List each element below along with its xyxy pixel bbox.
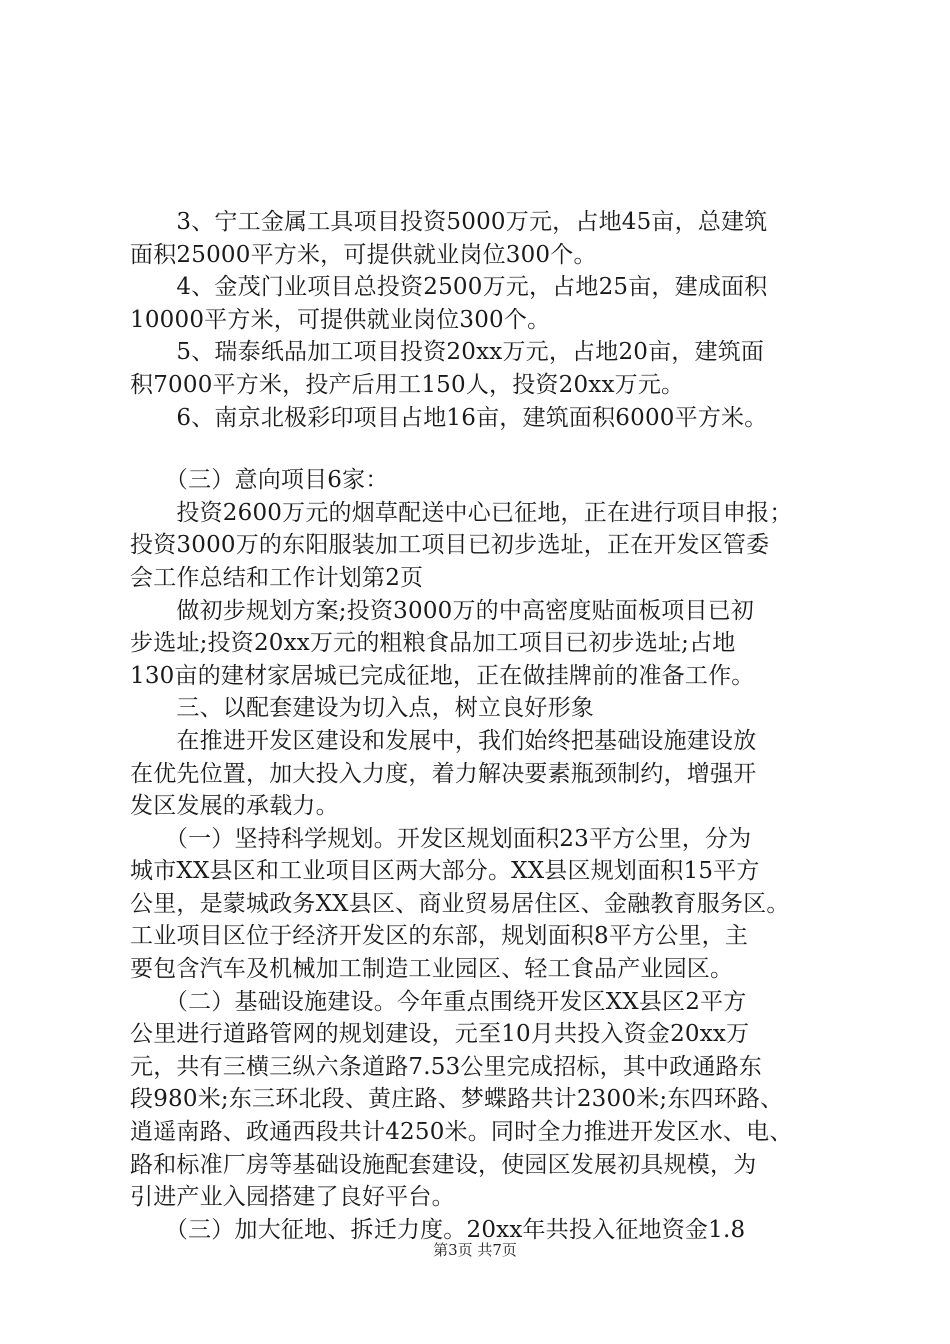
text-line: 逍遥南路、政通西段共计4250米。同时全力推进开发区水、电、 (130, 1119, 793, 1146)
text-line: 投资2600万元的烟草配送中心已征地，正在进行项目申报； (130, 499, 793, 526)
page-number-footer: 第3页 共7页 (433, 1241, 517, 1259)
text-line: 积7000平方米，投产后用工150人，投资20xx万元。 (130, 371, 685, 398)
text-line: 元，共有三横三纵六条道路7.53公里完成招标，其中政通路东 (130, 1053, 763, 1080)
text-line: 引进产业入园搭建了良好平台。 (130, 1184, 455, 1211)
text-line: （一）坚持科学规划。开发区规划面积23平方公里，分为 (130, 825, 752, 852)
text-line: 130亩的建材家居城已完成征地，正在做挂牌前的准备工作。 (130, 662, 755, 689)
text-line: 在优先位置，加大投入力度，着力解决要素瓶颈制约，增强开 (130, 760, 757, 787)
text-line: 公里，是蒙城政务XX县区、商业贸易居住区、金融教育服务区。 (130, 890, 790, 917)
text-line: 6、南京北极彩印项目占地16亩，建筑面积6000平方米。 (130, 404, 768, 431)
paragraph-gap (130, 434, 830, 464)
text-line: 发区发展的承载力。 (130, 793, 339, 820)
text-line: 工业项目区位于经济开发区的东部，规划面积8平方公里，主 (130, 923, 749, 950)
text-line: 步选址;投资20xx万元的粗粮食品加工项目已初步选址;占地 (130, 630, 736, 657)
text-line: 要包含汽车及机械加工制造工业园区、轻工食品产业园区。 (130, 956, 734, 983)
section-heading: 三、以配套建设为切入点，树立良好形象 (130, 695, 594, 722)
text-line: 10000平方米，可提供就业岗位300个。 (130, 306, 551, 333)
text-line: 公里进行道路管网的规划建设，元至10月共投入资金20xx万 (130, 1021, 750, 1048)
text-line: 做初步规划方案;投资3000万的中高密度贴面板项目已初 (130, 597, 755, 624)
text-line: 在推进开发区建设和发展中，我们始终把基础设施建设放 (130, 727, 757, 754)
text-line: 3、宁工金属工具项目投资5000万元，占地45亩，总建筑 (130, 209, 768, 235)
text-line: 城市XX县区和工业项目区两大部分。XX县区规划面积15平方 (130, 858, 760, 885)
text-line: 5、瑞泰纸品加工项目投资20xx万元，占地20亩，建筑面 (130, 339, 765, 366)
section-heading: （三）意向项目6家： (130, 467, 389, 494)
text-line: 投资3000万的东阳服装加工项目已初步选址，正在开发区管委 (130, 532, 770, 559)
text-line: 路和标准厂房等基础设施配套建设，使园区发展初具规模，为 (130, 1151, 757, 1178)
text-line: （三）加大征地、拆迁力度。20xx年共投入征地资金1.8 (130, 1216, 746, 1243)
text-line: 段980米;东三环北段、黄庄路、梦蝶路共计2300米;东四环路、 (130, 1086, 784, 1113)
text-line: （二）基础设施建设。今年重点围绕开发区XX县区2平方 (130, 988, 747, 1015)
document-body (130, 206, 830, 1246)
text-line: 4、金茂门业项目总投资2500万元，占地25亩，建成面积 (130, 274, 768, 301)
text-line: 面积25000平方米，可提供就业岗位300个。 (130, 241, 597, 268)
text-line: 会工作总结和工作计划第2页 (130, 564, 424, 591)
